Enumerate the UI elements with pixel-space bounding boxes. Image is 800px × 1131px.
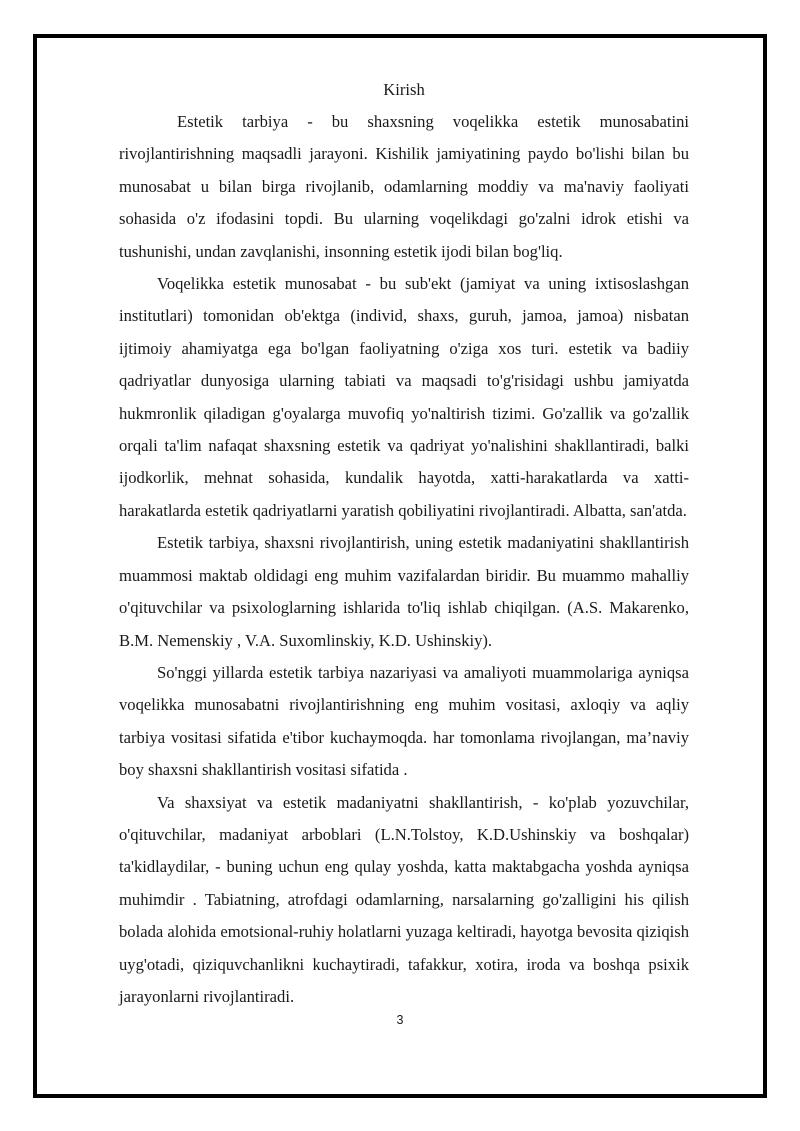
page-frame (33, 34, 767, 1098)
paragraph-1: Estetik tarbiya - bu shaxsning voqelikka estetik munosabatini rivojlantirishning maqsadli jarayoni. Kishilik jamiyatining paydo bo'lishi bilan bu munosabat u bilan birga rivojlanib, odamlarning moddiy va ma'naviy faoliyati sohasida o'z ifodasini topdi. Bu ularning voqelikdagi go'zalni idrok etishi va tushunishi, undan zavqlanishi, insonning estetik ijodi bilan bog'liq. (119, 112, 689, 261)
paragraph-4: So'nggi yillarda estetik tarbiya nazariyasi va amaliyoti muammolariga ayniqsa voqelikka munosabatni rivojlantirishning eng muhim vositasi, axloqiy va aqliy tarbiya vositasi sifatida e'tibor kuchaymoqda. har tomonlama rivojlangan, ma’naviy boy shaxsni shakllantirish vositasi sifatida . (119, 662, 689, 780)
paragraph-3: Estetik tarbiya, shaxsni rivojlantirish, uning estetik madaniyatini shakllantirish muammosi maktab oldidagi eng muhim vazifalardan biridir. Bu muammo mahalliy o'qituvchilar va psixologlarning ishlarida to'liq ishlab chiqilgan. (A.S. Makarenko, B.M. Nemenskiy , V.A. Suxomlinskiy, K.D. Ushinskiy). (119, 533, 689, 650)
page-number: 3 (396, 1013, 404, 1027)
paragraph-2: Voqelikka estetik munosabat - bu sub'ekt (jamiyat va uning ixtisoslashgan institutlari) tomonidan ob'ektga (individ, shaxs, guruh, jamoa, jamoa) nisbatan ijtimoiy ahamiyatga ega bo'lgan faoliyatning o'ziga xos turi. estetik va badiiy qadriyatlar dunyosiga ularning tabiati va maqsadi to'g'risidagi ushbu jamiyatda hukmronlik qiladigan g'oyalarga muvofiq yo'naltirish tizimi. Go'zallik va go'zallik orqali ta'lim nafaqat shaxsning estetik va qadriyat yo'nalishini shakllantiradi, balki ijodkorlik, mehnat sohasida, kundalik hayotda, xatti-harakatlarda va xatti-harakatlarda estetik qadriyatlarni yaratish qobiliyatini rivojlantiradi. Albatta, san'atda. (119, 274, 689, 520)
page-content (119, 78, 689, 1013)
page-title: Kirish (383, 80, 425, 99)
paragraph-5: Va shaxsiyat va estetik madaniyatni shakllantirish, - ko'plab yozuvchilar, o'qituvchilar, madaniyat arboblari (L.N.Tolstoy, K.D.Ushinskiy va boshqalar) ta'kidlaydilar, - buning uchun eng qulay yoshda, katta maktabgacha yoshda ayniqsa muhimdir . Tabiatning, atrofdagi odamlarning, narsalarning go'zalligini his qilish bolada alohida emotsional-ruhiy holatlarni yuzaga keltiradi, hayotga bevosita qiziqish uyg'otadi, qiziquvchanlikni kuchaytiradi, tafakkur, xotira, iroda va boshqa psixik jarayonlarni rivojlantiradi. (119, 792, 690, 1006)
